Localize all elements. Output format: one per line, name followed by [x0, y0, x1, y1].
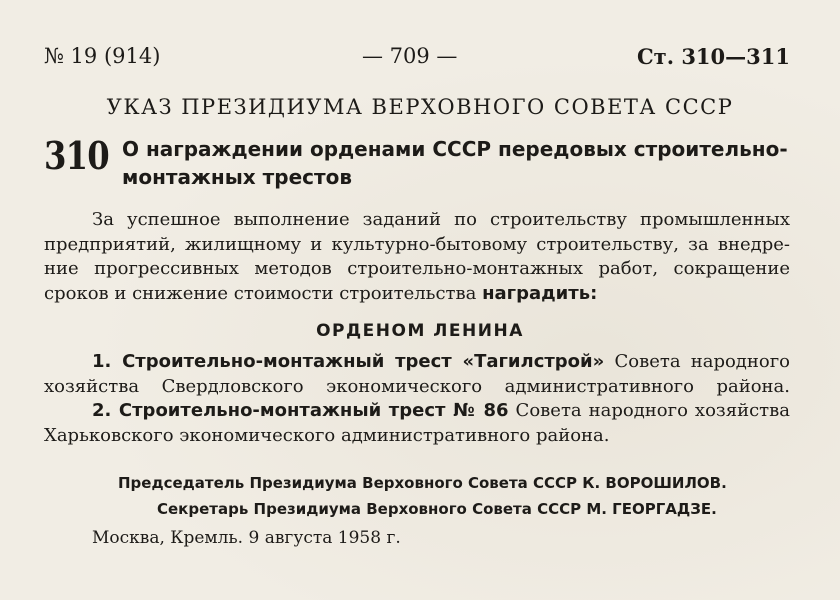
- preamble-line: предприятий, жилищному и культурно-бытовому строительству, за внедре-: [44, 233, 790, 255]
- preamble-line-text: сроков и снижение стоимости строительства: [44, 282, 483, 304]
- award-rest: Совета народного хозяйства: [508, 400, 790, 421]
- preamble-line: [44, 282, 790, 307]
- award-line: Харьковского экономического административного района.: [44, 424, 610, 446]
- item-number: 310: [44, 133, 109, 178]
- preamble-line: За успешное выполнение заданий по строительству промышленных: [92, 209, 790, 230]
- article-range: Ст. 310—311: [636, 44, 790, 69]
- awards-list: [44, 350, 790, 448]
- preamble: [44, 208, 790, 306]
- place-date: Москва, Кремль. 9 августа 1958 г.: [92, 528, 401, 548]
- item-title: [122, 135, 790, 191]
- item-title-line: О награждении орденами СССР передовых строительно-: [122, 137, 788, 161]
- award-item: [44, 399, 790, 448]
- page-header: [44, 44, 790, 78]
- award-line: [44, 350, 790, 375]
- item-title-line: монтажных трестов: [122, 165, 352, 189]
- award-line: хозяйства Свердловского экономического административного района.: [44, 375, 790, 397]
- preamble-emphasis: наградить:: [482, 282, 598, 304]
- award-item: [44, 350, 790, 399]
- secretary-signature: Секретарь Президиума Верховного Совета СССР М. ГЕОРГАДЗЕ.: [157, 500, 717, 518]
- decree-heading: УКАЗ ПРЕЗИДИУМА ВЕРХОВНОГО СОВЕТА СССР: [106, 95, 734, 119]
- page-number: — 709 —: [362, 44, 458, 68]
- award-lead: 2. Строительно-монтажный трест № 86: [92, 400, 509, 421]
- issue-number: № 19 (914): [44, 44, 161, 68]
- award-rest: Совета народного: [604, 351, 790, 372]
- award-lead: 1. Строительно-монтажный трест «Тагилстрой»: [92, 351, 605, 372]
- award-line: [44, 399, 790, 424]
- order-heading: ОРДЕНОМ ЛЕНИНА: [316, 321, 524, 341]
- chairman-signature: Председатель Президиума Верховного Совета СССР К. ВОРОШИЛОВ.: [118, 474, 727, 492]
- signatures: [118, 470, 790, 522]
- preamble-line: ние прогрессивных методов строительно-монтажных работ, сокращение: [44, 258, 790, 279]
